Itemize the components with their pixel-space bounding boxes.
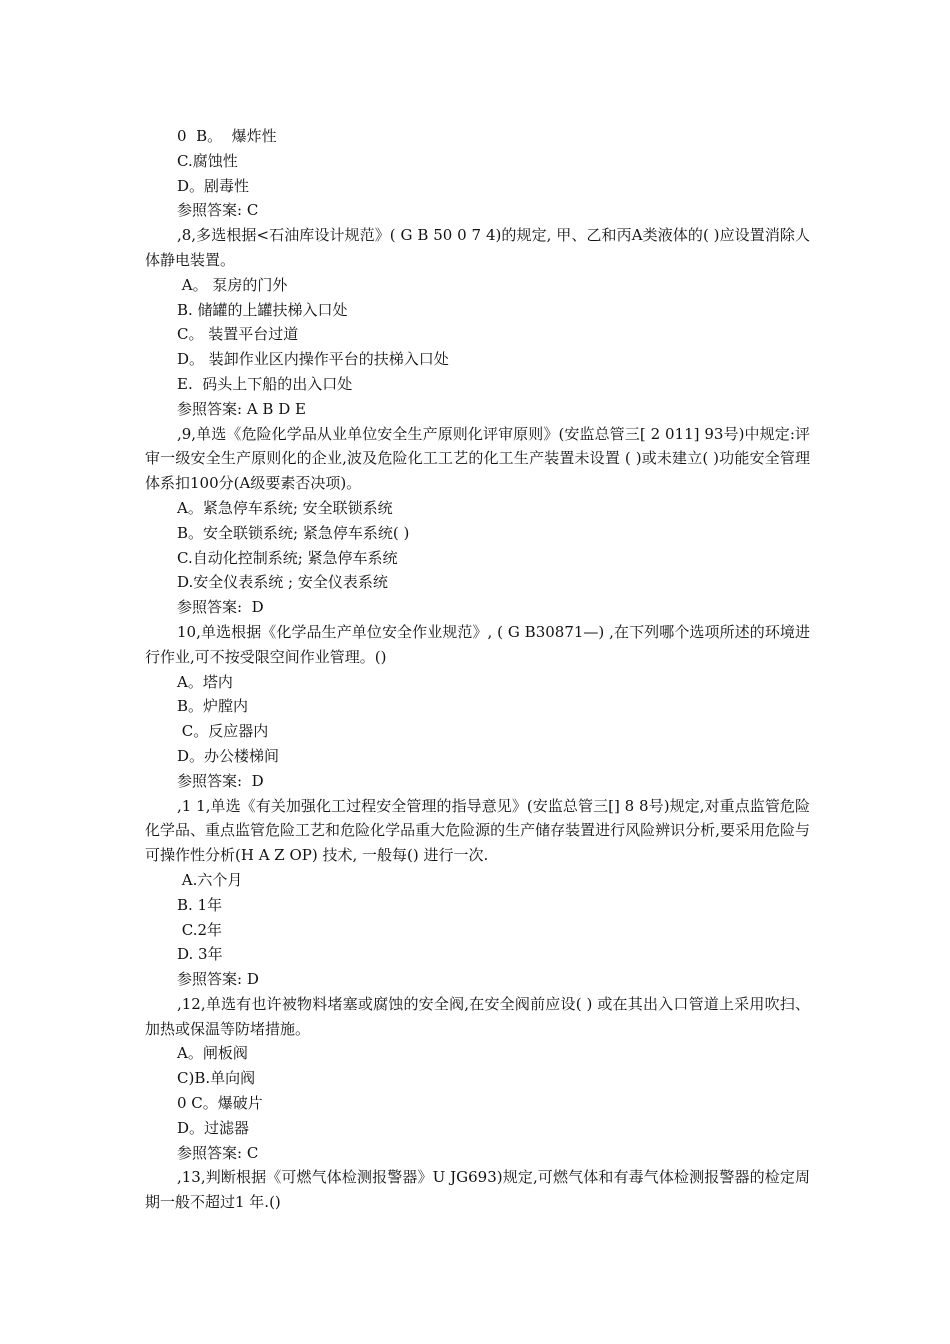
text-line: 参照答案: A B D E <box>177 399 306 418</box>
question-paragraph: ,9,单选《危险化学品从业单位安全生产原则化评审原则》(安监总管三[ 2 011] 93号)中规定:评审一级安全生产原则化的企业,波及危险化工工艺的化工生产装置未设置 ( )或未建立( )功能安全管理体系扣100分(A级要素否决项)。 <box>145 424 810 493</box>
text-line: C。 装置平台过道 <box>177 325 299 344</box>
text-line: D. 3年 <box>177 945 223 964</box>
text-line: A。紧急停车系统; 安全联锁系统 <box>177 498 393 517</box>
text-line: D。剧毒性 <box>177 176 250 195</box>
text-line: C.2年 <box>177 920 223 939</box>
text-line: A。塔内 <box>177 672 233 691</box>
question-paragraph: ,1 1,单选《有关加强化工过程安全管理的指导意见》(安监总管三[] 8 8号)规定,对重点监管危险化学品、重点监管危险工艺和危险化学品重大危险源的生产储存装置进行风险辨识分析,要采用危险与可操作性分析(H A Z OP) 技术, 一般每() 进行一次. <box>145 796 810 865</box>
text-line: E. 码头上下船的出入口处 <box>177 374 353 393</box>
text-line: C.自动化控制系统; 紧急停车系统 <box>177 548 398 567</box>
text-line: D。 装卸作业区内操作平台的扶梯入口处 <box>177 350 449 369</box>
text-line: D。办公楼梯间 <box>177 746 280 765</box>
text-line: 参照答案: D <box>177 771 264 790</box>
text-line: C.腐蚀性 <box>177 151 238 170</box>
question-paragraph: ,13,判断根据《可燃气体检测报警器》U JG693)规定,可燃气体和有毒气体检测报警器的检定周期一般不超过1 年.() <box>145 1168 810 1212</box>
text-line: C。反应器内 <box>177 722 269 741</box>
text-line: B. 1年 <box>177 895 223 914</box>
text-line: 参照答案: D <box>177 598 264 617</box>
text-line: A.六个月 <box>177 870 243 889</box>
text-line: D.安全仪表系统 ; 安全仪表系统 <box>177 573 388 592</box>
document-body <box>145 124 810 1215</box>
text-line: D。过滤器 <box>177 1118 250 1137</box>
text-line: 参照答案: D <box>177 970 259 989</box>
text-line: B. 储罐的上罐扶梯入口处 <box>177 300 348 319</box>
question-paragraph: ,8,多选根据<石油库设计规范》( G B 50 0 7 4)的规定, 甲、乙和丙A类液体的( )应设置消除人体静电装置。 <box>145 226 810 269</box>
question-paragraph: ,12,单选有也许被物料堵塞或腐蚀的安全阀,在安全阀前应设( ) 或在其出入口管道上采用吹扫、加热或保温等防堵措施。 <box>145 994 810 1038</box>
text-line: A。闸板阀 <box>177 1044 248 1063</box>
text-line: B。安全联锁系统; 紧急停车系统( ) <box>177 523 410 542</box>
text-line: 参照答案: C <box>177 201 259 220</box>
text-line: B。炉膛内 <box>177 697 249 716</box>
text-line: 0 C。爆破片 <box>177 1094 263 1113</box>
text-line: 参照答案: C <box>177 1143 259 1162</box>
text-line: A。 泵房的门外 <box>177 275 288 294</box>
text-line: 0 B。 爆炸性 <box>177 127 277 145</box>
text-line: C)B.单向阀 <box>177 1069 256 1088</box>
question-paragraph: 10,单选根据《化学品生产单位安全作业规范》, ( G B30871—) ,在下列哪个选项所述的环境进行作业,可不按受限空间作业管理。() <box>145 622 810 666</box>
